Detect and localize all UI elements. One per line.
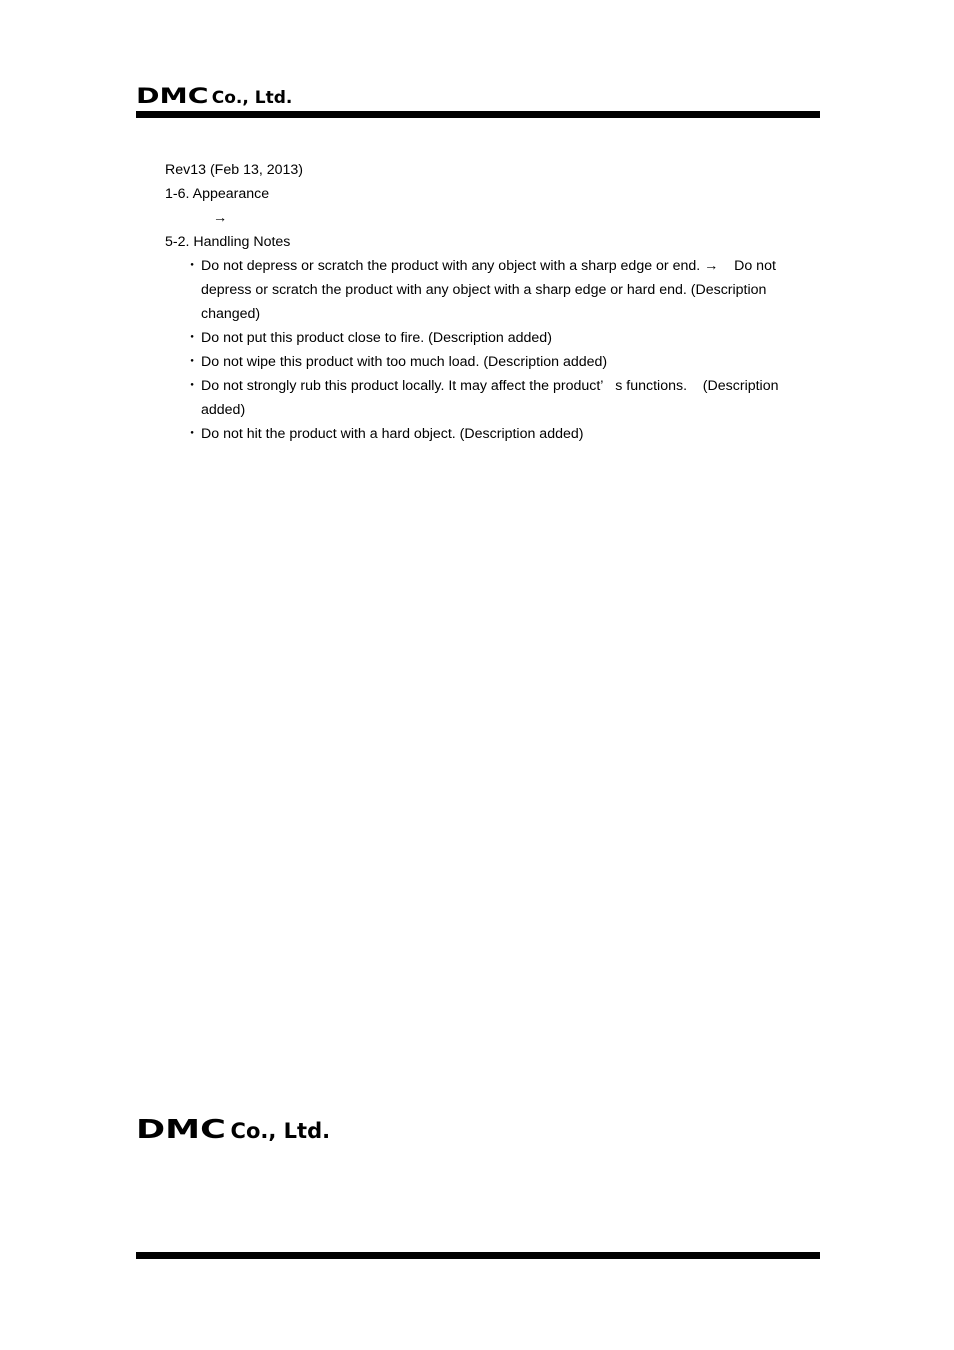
- list-item: [165, 326, 805, 350]
- logo-suffix-text: Co., Ltd.: [211, 88, 293, 108]
- list-item: [165, 254, 805, 326]
- handling-notes-list: [165, 254, 805, 446]
- list-item: [165, 374, 805, 422]
- logo-suffix-text: Co., Ltd.: [230, 1119, 331, 1143]
- bullet-icon: ・: [185, 426, 200, 442]
- section-handling-heading: 5-2. Handling Notes: [165, 234, 291, 250]
- bullet-icon: ・: [185, 354, 200, 370]
- logo-main-text: DMC: [136, 84, 209, 108]
- list-item-text: Do not hit the product with a hard object. (Description added): [201, 426, 584, 442]
- footer-rule: [136, 1252, 820, 1259]
- list-item-text: Do not put this product close to fire. (Description added): [201, 330, 552, 346]
- revision-title: Rev13 (Feb 13, 2013): [165, 162, 304, 178]
- header-rule: [136, 111, 820, 118]
- section-appearance-heading: 1-6. Appearance: [165, 186, 270, 202]
- bullet-icon: ・: [185, 330, 200, 346]
- list-item-text: Do not wipe this product with too much load. (Description added): [201, 354, 608, 370]
- arrow-glyph: →: [213, 210, 228, 226]
- list-item-text: Do not depress or scratch the product with any object with a sharp edge or end. → Do not depress or scratch the product with any object with a sharp edge or hard end. (Description changed): [201, 258, 776, 322]
- revision-content: [165, 158, 805, 446]
- footer-logo: [136, 1115, 330, 1145]
- list-item-text: Do not strongly rub this product locally. It may affect the product’ s functions. (Description added): [201, 378, 779, 418]
- list-item: [165, 422, 805, 446]
- logo-main-text: DMC: [136, 1115, 226, 1145]
- header-logo: [136, 84, 292, 108]
- bullet-icon: ・: [185, 258, 200, 274]
- list-item: [165, 350, 805, 374]
- bullet-icon: ・: [185, 378, 200, 394]
